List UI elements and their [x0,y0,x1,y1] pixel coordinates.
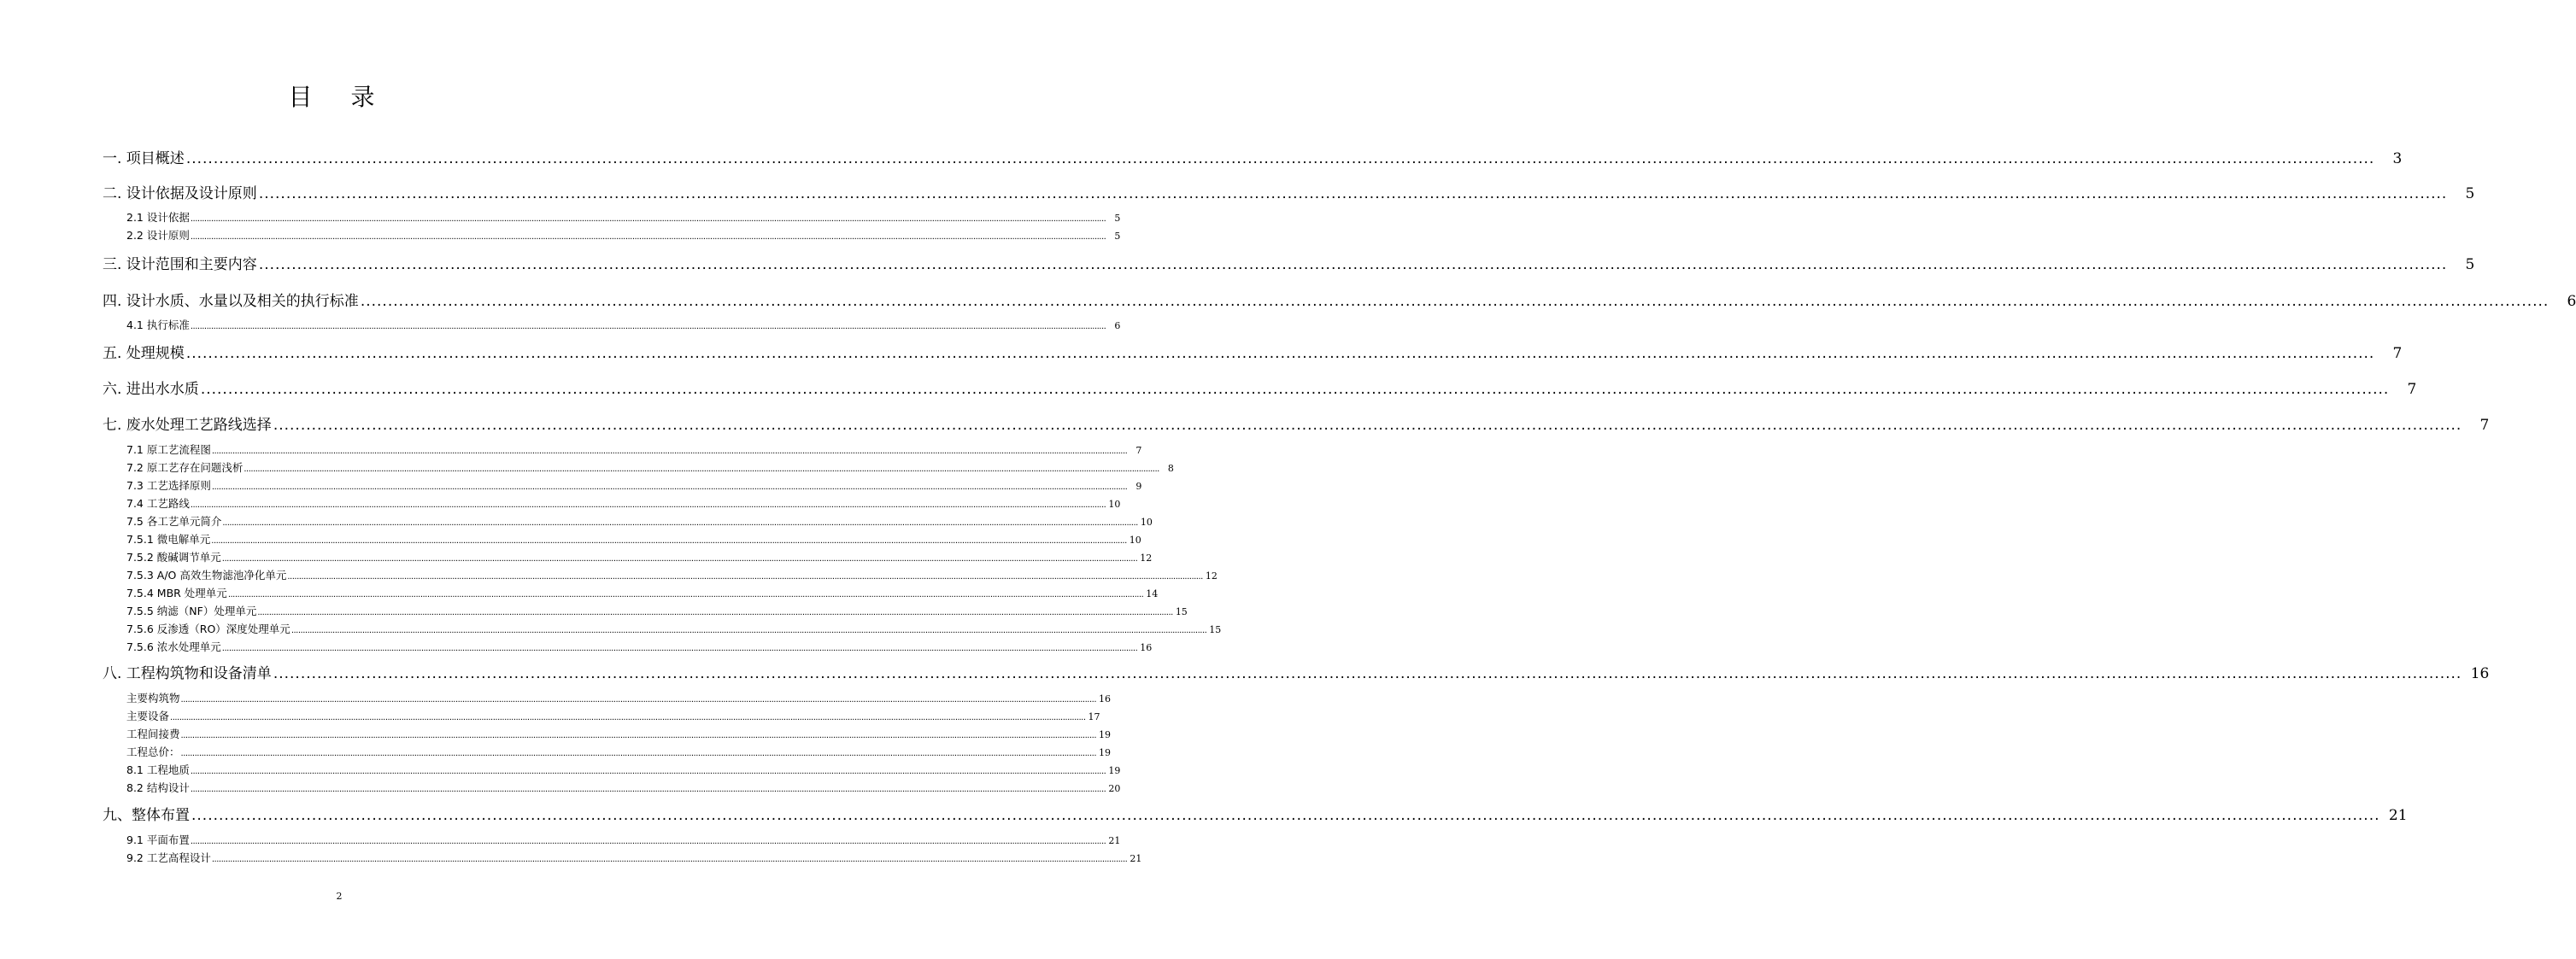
toc-dot-leader: ................................................................................................................................................................................................................................................................................................................................................................................................................ [211,482,1128,492]
toc-section-entry[interactable] [126,585,1159,600]
toc-chapter-entry[interactable] [103,803,2408,824]
toc-section-entry[interactable] [126,495,1121,511]
toc-entry-page: 5 [2465,185,2475,202]
toc-section-entry[interactable] [126,459,1174,475]
toc-entry-label: 工程总价： [126,746,180,758]
toc-entry-label: 7.5 各工艺单元简介 [126,515,222,528]
toc-entry-label: 8.2 结构设计 [126,781,190,794]
toc-dot-leader: ................................................................................................................................................................................................................................................................................................................................................................................................................ [287,572,1203,582]
toc-entry-page: 7 [2479,417,2490,434]
toc-section-entry[interactable] [126,227,1121,243]
toc-entry-page: 7 [2392,345,2403,362]
toc-entry-label: 7.3 工艺选择原则 [126,479,211,492]
toc-entry-label: 三. 设计范围和主要内容 [103,256,257,273]
toc-entry-label: 主要构筑物 [126,692,180,705]
toc-section-entry[interactable] [126,690,1111,705]
toc-entry-label: 7.5.4 MBR 处理单元 [126,587,227,599]
toc-entry-label: 7.2 原工艺存在问题浅析 [126,461,244,474]
toc-entry-page: 8 [1167,463,1174,474]
toc-chapter-entry[interactable] [103,289,2576,310]
toc-dot-leader: ................................................................................................................................................................................................................................................................................................................................................................................................................ [180,731,1096,740]
toc-dot-leader: ................................................................................................................................................................................................................................................................................................................................................................................................................ [190,837,1106,846]
toc-entry-page: 15 [1175,606,1188,617]
toc-entry-page: 19 [1099,747,1111,758]
toc-entry-page: 5 [1114,231,1121,242]
toc-dot-leader: ................................................................................................................................................................................................................................................................................................................................................................................................................ [180,695,1096,705]
toc-entry-label: 7.5.6 反渗透（RO）深度处理单元 [126,623,290,635]
toc-dot-leader: ................................................................................................................................................................................................................................................................................................................................................................................................................ [185,345,2375,362]
toc-section-entry[interactable] [126,531,1141,547]
toc-section-entry[interactable] [126,639,1153,654]
toc-dot-leader: ................................................................................................................................................................................................................................................................................................................................................................................................................ [257,608,1173,617]
toc-entry-label: 9.2 工艺高程设计 [126,851,211,864]
toc-dot-leader: ................................................................................................................................................................................................................................................................................................................................................................................................................ [190,767,1106,776]
toc-dot-leader: ................................................................................................................................................................................................................................................................................................................................................................................................................ [273,665,2462,682]
toc-entry-page: 6 [2567,293,2576,310]
toc-dot-leader: ................................................................................................................................................................................................................................................................................................................................................................................................................ [258,185,2448,202]
toc-section-entry[interactable] [126,513,1153,529]
toc-dot-leader: ................................................................................................................................................................................................................................................................................................................................................................................................................ [258,256,2448,273]
toc-entry-label: 7.4 工艺路线 [126,497,190,510]
toc-entry-label: 2.2 设计原则 [126,229,190,242]
toc-entry-page: 10 [1129,535,1141,546]
toc-entry-page: 7 [2407,381,2417,398]
toc-entry-page: 14 [1146,588,1159,599]
toc-section-entry[interactable] [126,477,1142,493]
toc-section-entry[interactable] [126,603,1188,618]
toc-entry-label: 一. 项目概述 [103,150,185,167]
toc-entry-label: 7.5.1 微电解单元 [126,533,211,546]
toc-entry-page: 16 [1140,642,1153,653]
toc-entry-page: 7 [1135,445,1142,456]
toc-section-entry[interactable] [126,762,1121,777]
toc-entry-page: 9 [1135,481,1142,492]
toc-section-entry[interactable] [126,832,1121,847]
toc-entry-page: 21 [1108,835,1121,846]
toc-entry-label: 工程间接费 [126,728,180,740]
toc-entry-label: 四. 设计水质、水量以及相关的执行标准 [103,293,359,310]
toc-section-entry[interactable] [126,549,1153,564]
toc-section-entry[interactable] [126,317,1121,332]
toc-dot-leader: ................................................................................................................................................................................................................................................................................................................................................................................................................ [290,626,1207,635]
toc-entry-page: 3 [2392,150,2403,167]
toc-chapter-entry[interactable] [103,181,2475,202]
toc-entry-label: 六. 进出水水质 [103,381,199,398]
toc-entry-label: 4.1 执行标准 [126,319,190,331]
toc-dot-leader: ................................................................................................................................................................................................................................................................................................................................................................................................................ [221,554,1138,564]
toc-dot-leader: ................................................................................................................................................................................................................................................................................................................................................................................................................ [211,855,1128,864]
toc-dot-leader: ................................................................................................................................................................................................................................................................................................................................................................................................................ [360,293,2550,310]
toc-entry-label: 7.5.3 A/O 高效生物滤池净化单元 [126,569,287,582]
toc-entry-page: 17 [1088,711,1100,722]
toc-chapter-entry[interactable] [103,661,2490,682]
toc-dot-leader: ................................................................................................................................................................................................................................................................................................................................................................................................................ [221,644,1138,653]
toc-dot-leader: ................................................................................................................................................................................................................................................................................................................................................................................................................ [190,322,1106,331]
toc-entry-page: 12 [1140,553,1153,564]
toc-chapter-entry[interactable] [103,377,2417,398]
toc-entry-page: 12 [1205,570,1218,582]
toc-entry-label: 九、整体布置 [103,807,190,824]
toc-entry-page: 6 [1114,320,1121,331]
toc-section-entry[interactable] [126,621,1222,636]
toc-dot-leader: ................................................................................................................................................................................................................................................................................................................................................................................................................ [273,417,2462,434]
toc-entry-label: 八. 工程构筑物和设备清单 [103,665,272,682]
toc-dot-leader: ................................................................................................................................................................................................................................................................................................................................................................................................................ [244,465,1159,474]
toc-entry-page: 10 [1108,499,1121,510]
toc-entry-page: 19 [1099,729,1111,740]
toc-dot-leader: ................................................................................................................................................................................................................................................................................................................................................................................................................ [190,232,1106,242]
toc-dot-leader: ................................................................................................................................................................................................................................................................................................................................................................................................................ [180,749,1096,758]
toc-dot-leader: ................................................................................................................................................................................................................................................................................................................................................................................................................ [190,500,1106,510]
toc-entry-page: 16 [1099,693,1111,705]
toc-section-entry[interactable] [126,567,1218,582]
toc-dot-leader: ................................................................................................................................................................................................................................................................................................................................................................................................................ [211,447,1128,456]
toc-entry-label: 七. 废水处理工艺路线选择 [103,417,272,434]
toc-chapter-entry[interactable] [103,252,2475,273]
toc-entry-label: 7.5.5 纳滤（NF）处理单元 [126,605,257,617]
toc-entry-label: 2.1 设计依据 [126,211,190,224]
toc-entry-page: 5 [2465,256,2475,273]
toc-entry-label: 8.1 工程地质 [126,763,190,776]
toc-entry-page: 10 [1140,517,1153,528]
toc-entry-label: 7.5.2 酸碱调节单元 [126,551,221,564]
toc-entry-page: 20 [1108,783,1121,794]
toc-section-entry[interactable] [126,780,1121,795]
toc-section-entry[interactable] [126,744,1111,759]
toc-entry-label: 五. 处理规模 [103,345,185,362]
toc-entry-label: 9.1 平面布置 [126,833,190,846]
toc-dot-leader: ................................................................................................................................................................................................................................................................................................................................................................................................................ [227,590,1144,599]
toc-entry-page: 19 [1108,765,1121,776]
toc-entry-label: 7.1 原工艺流程图 [126,443,211,456]
toc-dot-leader: ................................................................................................................................................................................................................................................................................................................................................................................................................ [191,807,2380,824]
toc-entry-page: 15 [1209,624,1222,635]
toc-entry-label: 主要设备 [126,710,170,722]
toc-entry-label: 二. 设计依据及设计原则 [103,185,257,202]
toc-entry-page: 21 [1130,853,1142,864]
toc-section-entry[interactable] [126,708,1100,723]
toc-dot-leader: ................................................................................................................................................................................................................................................................................................................................................................................................................ [185,150,2375,167]
toc-chapter-entry[interactable] [103,146,2403,167]
toc-dot-leader: ................................................................................................................................................................................................................................................................................................................................................................................................................ [222,518,1138,528]
toc-chapter-entry[interactable] [103,341,2403,362]
toc-title: 目 录 [288,83,390,111]
toc-section-entry[interactable] [126,726,1111,741]
toc-entry-label: 7.5.6 浓水处理单元 [126,640,221,653]
toc-dot-leader: ................................................................................................................................................................................................................................................................................................................................................................................................................ [190,214,1106,224]
toc-section-entry[interactable] [126,850,1142,865]
toc-dot-leader: ................................................................................................................................................................................................................................................................................................................................................................................................................ [211,536,1127,546]
toc-entry-page: 5 [1114,213,1121,224]
toc-dot-leader: ................................................................................................................................................................................................................................................................................................................................................................................................................ [190,785,1106,794]
toc-dot-leader: ................................................................................................................................................................................................................................................................................................................................................................................................................ [200,381,2390,398]
toc-entry-page: 21 [2388,807,2408,824]
toc-entry-page: 16 [2470,665,2490,682]
toc-dot-leader: ................................................................................................................................................................................................................................................................................................................................................................................................................ [170,713,1086,722]
toc-section-entry[interactable] [126,209,1121,225]
toc-section-entry[interactable] [126,441,1142,457]
toc-chapter-entry[interactable] [103,412,2490,434]
page-number: 2 [336,891,343,902]
